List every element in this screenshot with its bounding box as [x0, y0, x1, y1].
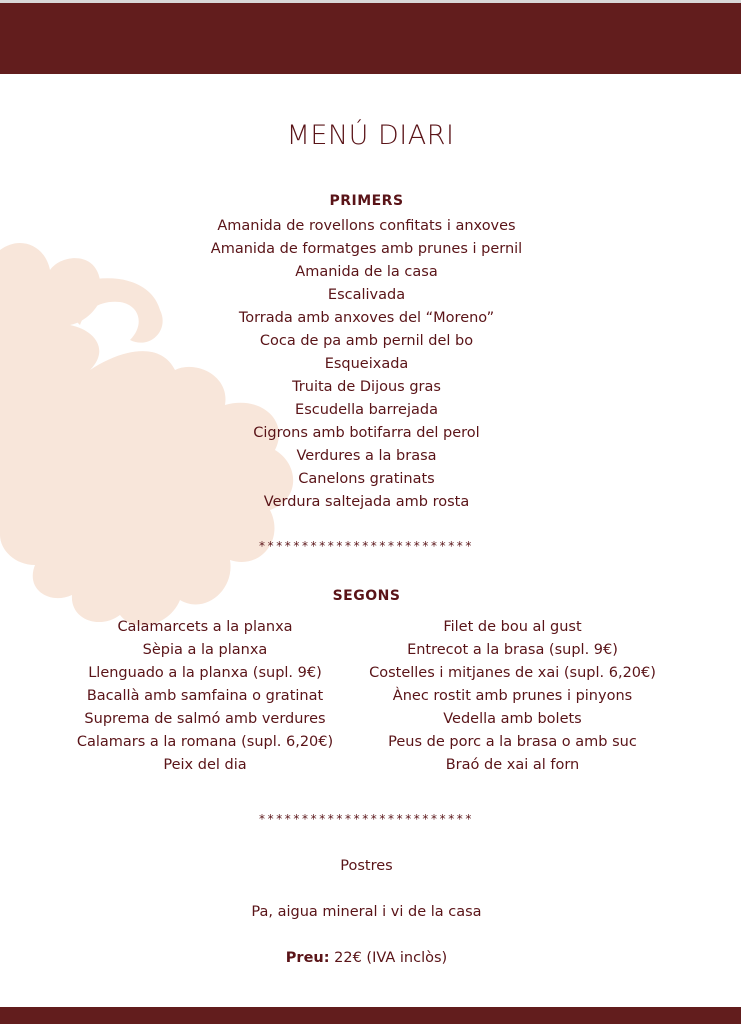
dish-item: Peix del dia — [163, 757, 247, 773]
dish-item: Escudella barrejada — [295, 402, 438, 418]
postres-line: Postres — [340, 858, 393, 874]
dish-item: Bacallà amb samfaina o gratinat — [86, 688, 324, 704]
dish-item: Ànec rostit amb prunes i pinyons — [392, 688, 633, 704]
dish-item: Vedella amb bolets — [443, 711, 582, 727]
dish-item: Llenguado a la planxa (supl. 9€) — [88, 665, 322, 681]
dish-item: Filet de bou al gust — [443, 619, 582, 635]
dish-item: Costelles i mitjanes de xai (supl. 6,20€) — [369, 665, 656, 681]
dish-item: Braó de xai al forn — [445, 757, 580, 773]
dish-item: Peus de porc a la brasa o amb suc — [388, 734, 637, 750]
price-label: Preu: — [285, 950, 330, 966]
primers-heading: PRIMERS — [329, 193, 404, 209]
dish-item: Verdures a la brasa — [296, 448, 437, 464]
dish-item: Amanida de la casa — [295, 264, 438, 280]
segons-left-list — [60, 616, 350, 777]
dish-item: Amanida de rovellons confitats i anxoves — [217, 218, 516, 234]
price-value: 22€ (IVA inclòs) — [334, 950, 448, 966]
separator-2: ************************* — [259, 812, 474, 826]
separator-1: ************************* — [259, 539, 474, 553]
dish-item: Calamars a la romana (supl. 6,20€) — [76, 734, 334, 750]
dish-item: Cigrons amb botifarra del perol — [253, 425, 480, 441]
dish-item: Amanida de formatges amb prunes i pernil — [210, 241, 523, 257]
dish-item: Torrada amb anxoves del “Moreno” — [238, 310, 495, 326]
drinks-line: Pa, aigua mineral i vi de la casa — [251, 904, 482, 920]
menu-title: MENÚ DIARI — [286, 120, 455, 151]
dish-item: Entrecot a la brasa (supl. 9€) — [407, 642, 618, 658]
dish-item: Escalivada — [327, 287, 406, 303]
dish-item: Esqueixada — [324, 356, 409, 372]
dish-item: Coca de pa amb pernil del bo — [259, 333, 474, 349]
segons-right-list — [360, 616, 665, 777]
segons-heading: SEGONS — [332, 588, 401, 604]
primers-list — [0, 215, 733, 514]
price-line — [0, 950, 733, 966]
dish-item: Calamarcets a la planxa — [117, 619, 293, 635]
dish-item: Verdura saltejada amb rosta — [263, 494, 470, 510]
dish-item: Sèpia a la planxa — [142, 642, 268, 658]
dish-item: Truita de Dijous gras — [292, 379, 441, 395]
dish-item: Suprema de salmó amb verdures — [84, 711, 326, 727]
dish-item: Canelons gratinats — [298, 471, 435, 487]
